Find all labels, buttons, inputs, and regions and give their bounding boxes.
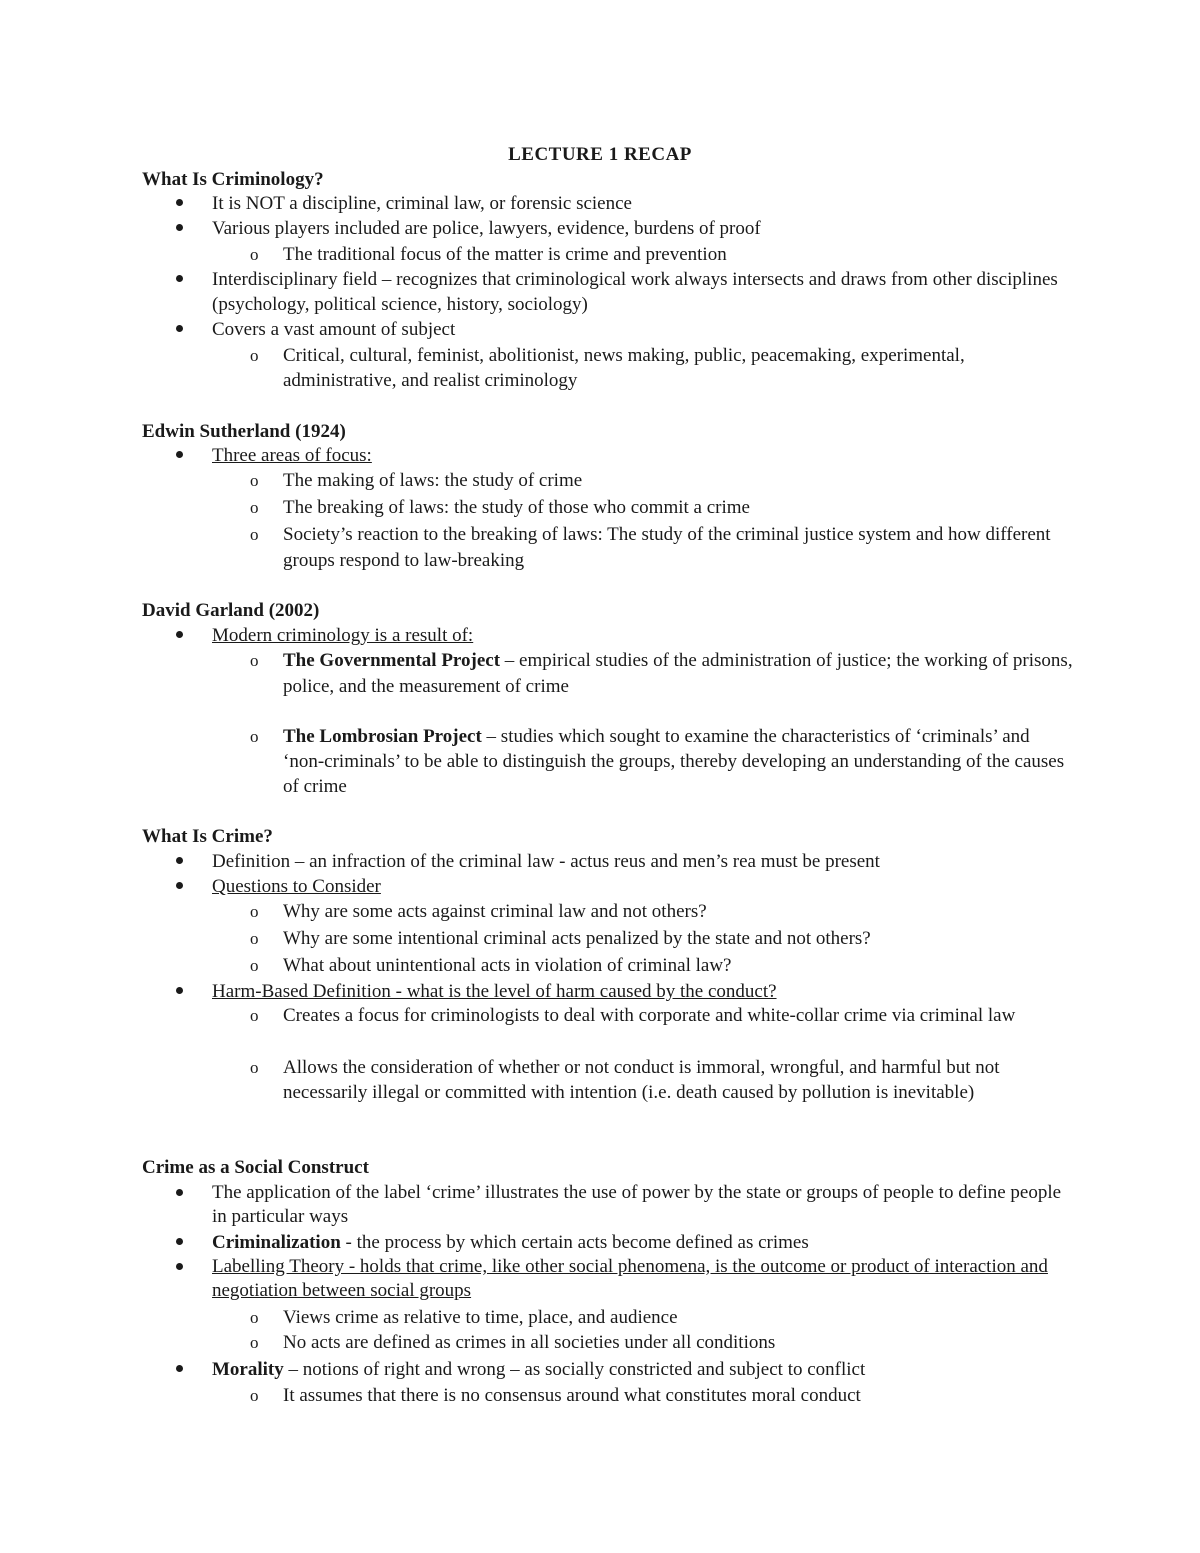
- list-item: Three areas of focus:: [212, 445, 372, 466]
- list-item: [212, 1357, 1072, 1382]
- sub-bullet-marker: o: [250, 498, 259, 517]
- section-heading-crime-as-social-construct: Crime as a Social Construct: [142, 1157, 369, 1178]
- bullet-dot: [176, 857, 183, 864]
- bullet-dot: [176, 199, 183, 206]
- sub-list-item: Why are some intentional criminal acts penalized by the state and not others?: [283, 928, 871, 949]
- sub-list-item: [283, 724, 1073, 799]
- list-item: Labelling Theory - holds that crime, like other social phenomena, is the outcome or product of interaction and negotiation between social groups: [212, 1256, 1048, 1301]
- bullet-dot: [176, 451, 183, 458]
- sub-list-item: No acts are defined as crimes in all societies under all conditions: [283, 1332, 776, 1353]
- morality-term: Morality: [212, 1359, 284, 1380]
- list-item: Definition – an infraction of the criminal law - actus reus and men’s rea must be present: [212, 851, 880, 872]
- list-item: It is NOT a discipline, criminal law, or forensic science: [212, 193, 632, 214]
- bullet-dot: [176, 882, 183, 889]
- sub-list-item: Critical, cultural, feminist, abolitionist, news making, public, peacemaking, experimental, administrative, and realist criminology: [283, 345, 965, 391]
- sub-bullet-marker: o: [250, 902, 259, 921]
- sub-bullet-marker: o: [250, 1333, 259, 1352]
- bullet-dot: [176, 224, 183, 231]
- sub-list-item: It assumes that there is no consensus around what constitutes moral conduct: [283, 1385, 861, 1406]
- sub-list-item: [283, 648, 1073, 700]
- sub-bullet-marker: o: [250, 525, 259, 544]
- list-item: Covers a vast amount of subject: [212, 319, 456, 340]
- governmental-project-description: – empirical studies of the administration of justice; the working of prisons, police, and the measurement of crime: [283, 650, 1073, 697]
- sub-bullet-marker: o: [250, 471, 259, 490]
- governmental-project-term: The Governmental Project: [283, 650, 501, 671]
- sub-bullet-marker: o: [250, 1308, 259, 1327]
- section-heading-david-garland: David Garland (2002): [142, 600, 320, 621]
- list-item: The application of the label ‘crime’ illustrates the use of power by the state or groups of people to define people in particular ways: [212, 1182, 1062, 1227]
- sub-bullet-marker: o: [250, 956, 259, 975]
- bullet-dot: [176, 987, 183, 994]
- sub-bullet-marker: o: [250, 1006, 259, 1025]
- sub-bullet-marker: o: [250, 346, 259, 365]
- document-title: LECTURE 1 RECAP: [508, 144, 692, 165]
- sub-list-item: Creates a focus for criminologists to deal with corporate and white-collar crime via criminal law: [283, 1005, 1016, 1026]
- sub-list-item: Views crime as relative to time, place, and audience: [283, 1307, 678, 1328]
- section-heading-what-is-criminology: What Is Criminology?: [142, 169, 324, 190]
- sub-list-item: The breaking of laws: the study of those who commit a crime: [283, 497, 750, 518]
- sub-list-item: The making of laws: the study of crime: [283, 470, 583, 491]
- lombrosian-project-term: The Lombrosian Project: [283, 726, 482, 747]
- bullet-dot: [176, 1189, 183, 1196]
- sub-list-item: The traditional focus of the matter is crime and prevention: [283, 244, 727, 265]
- criminalization-term: Criminalization: [212, 1232, 341, 1253]
- sub-bullet-marker: o: [250, 651, 259, 670]
- list-item: Harm-Based Definition - what is the level of harm caused by the conduct?: [212, 981, 777, 1002]
- criminalization-description: - the process by which certain acts become defined as crimes: [340, 1232, 809, 1253]
- list-item: Various players included are police, lawyers, evidence, burdens of proof: [212, 218, 761, 239]
- bullet-dot: [176, 1263, 183, 1270]
- sub-list-item: Society’s reaction to the breaking of laws: The study of the criminal justice system and how different groups respond to law-breaking: [283, 524, 1051, 571]
- sub-list-item: Allows the consideration of whether or not conduct is immoral, wrongful, and harmful but not necessarily illegal or committed with intention (i.e. death caused by pollution is inevitable): [283, 1057, 1000, 1103]
- section-heading-what-is-crime: What Is Crime?: [142, 826, 273, 847]
- bullet-dot: [176, 275, 183, 282]
- morality-description: – notions of right and wrong – as socially constricted and subject to conflict: [283, 1359, 866, 1380]
- section-heading-edwin-sutherland: Edwin Sutherland (1924): [142, 421, 346, 442]
- sub-bullet-marker: o: [250, 727, 259, 746]
- bullet-dot: [176, 1365, 183, 1372]
- bullet-dot: [176, 631, 183, 638]
- list-item: Interdisciplinary field – recognizes that criminological work always intersects and draws from other disciplines (psychology, political science, history, sociology): [212, 269, 1058, 315]
- sub-list-item: What about unintentional acts in violation of criminal law?: [283, 955, 732, 976]
- sub-bullet-marker: o: [250, 929, 259, 948]
- sub-bullet-marker: o: [250, 1058, 259, 1077]
- bullet-dot: [176, 1238, 183, 1245]
- list-item: Questions to Consider: [212, 876, 381, 897]
- list-item: [212, 1230, 1072, 1255]
- sub-bullet-marker: o: [250, 245, 259, 264]
- lombrosian-project-description: – studies which sought to examine the characteristics of ‘criminals’ and ‘non-criminals’ to be able to distinguish the groups, thereby developing an understanding of the causes of crime: [283, 726, 1065, 797]
- sub-bullet-marker: o: [250, 1386, 259, 1405]
- sub-list-item: Why are some acts against criminal law and not others?: [283, 901, 707, 922]
- bullet-dot: [176, 325, 183, 332]
- list-item: Modern criminology is a result of:: [212, 625, 474, 646]
